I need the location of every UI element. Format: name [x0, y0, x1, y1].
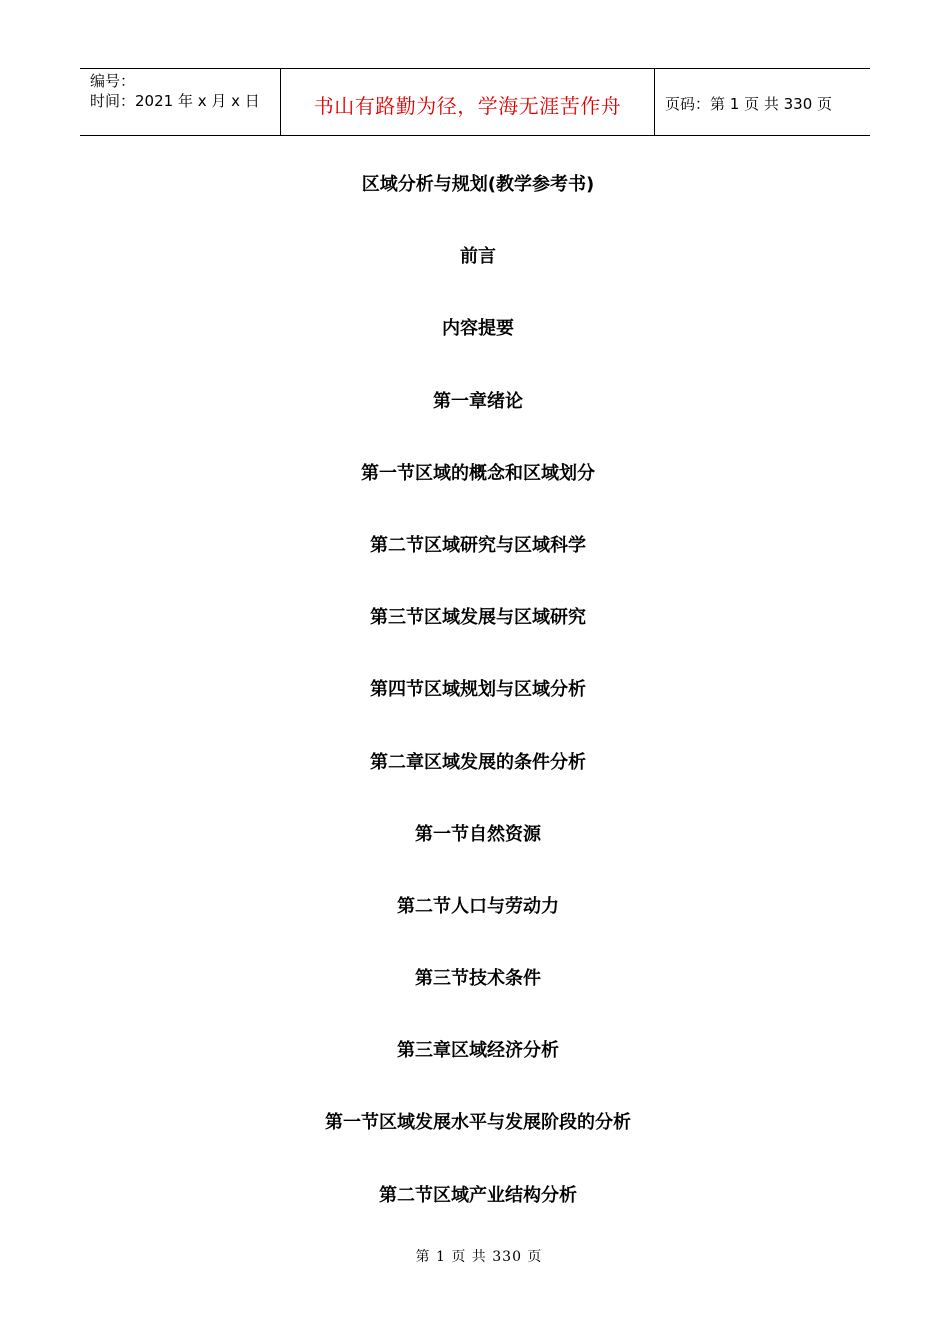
- toc-section: 第三节技术条件: [415, 968, 541, 990]
- header-motto-cell: [281, 69, 655, 135]
- header-motto: 书山有路勤为径，学海无涯苦作舟: [313, 93, 622, 118]
- page-header: [80, 68, 870, 136]
- header-number-label: 编号：: [90, 72, 136, 90]
- toc-section: 第一节区域的概念和区域划分: [361, 462, 595, 484]
- table-of-contents: [0, 170, 950, 1253]
- header-page-info: 页码：第 1 页 共 330 页: [665, 94, 833, 113]
- toc-chapter: 第一章绪论: [433, 390, 523, 412]
- toc-item: 内容提要: [442, 318, 514, 340]
- toc-section: 第一节自然资源: [415, 823, 541, 845]
- toc-section: 第二节人口与劳动力: [397, 895, 559, 917]
- toc-title: 区域分析与规划(教学参考书): [361, 174, 595, 195]
- header-left-cell: [80, 69, 281, 135]
- toc-section: 第二节区域研究与区域科学: [370, 534, 586, 556]
- toc-section: 第四节区域规划与区域分析: [370, 679, 586, 701]
- page-footer: 第 1 页 共 330 页: [415, 1249, 543, 1265]
- toc-item: 前言: [460, 246, 496, 268]
- toc-section: 第一节区域发展水平与发展阶段的分析: [325, 1112, 631, 1134]
- toc-section: 第三节区域发展与区域研究: [370, 607, 586, 629]
- header-page-cell: [655, 69, 870, 135]
- toc-chapter: 第二章区域发展的条件分析: [370, 751, 586, 773]
- header-time-label: 时间：2021 年 x 月 x 日: [90, 92, 260, 110]
- toc-chapter: 第三章区域经济分析: [397, 1040, 559, 1062]
- toc-section: 第二节区域产业结构分析: [379, 1184, 577, 1206]
